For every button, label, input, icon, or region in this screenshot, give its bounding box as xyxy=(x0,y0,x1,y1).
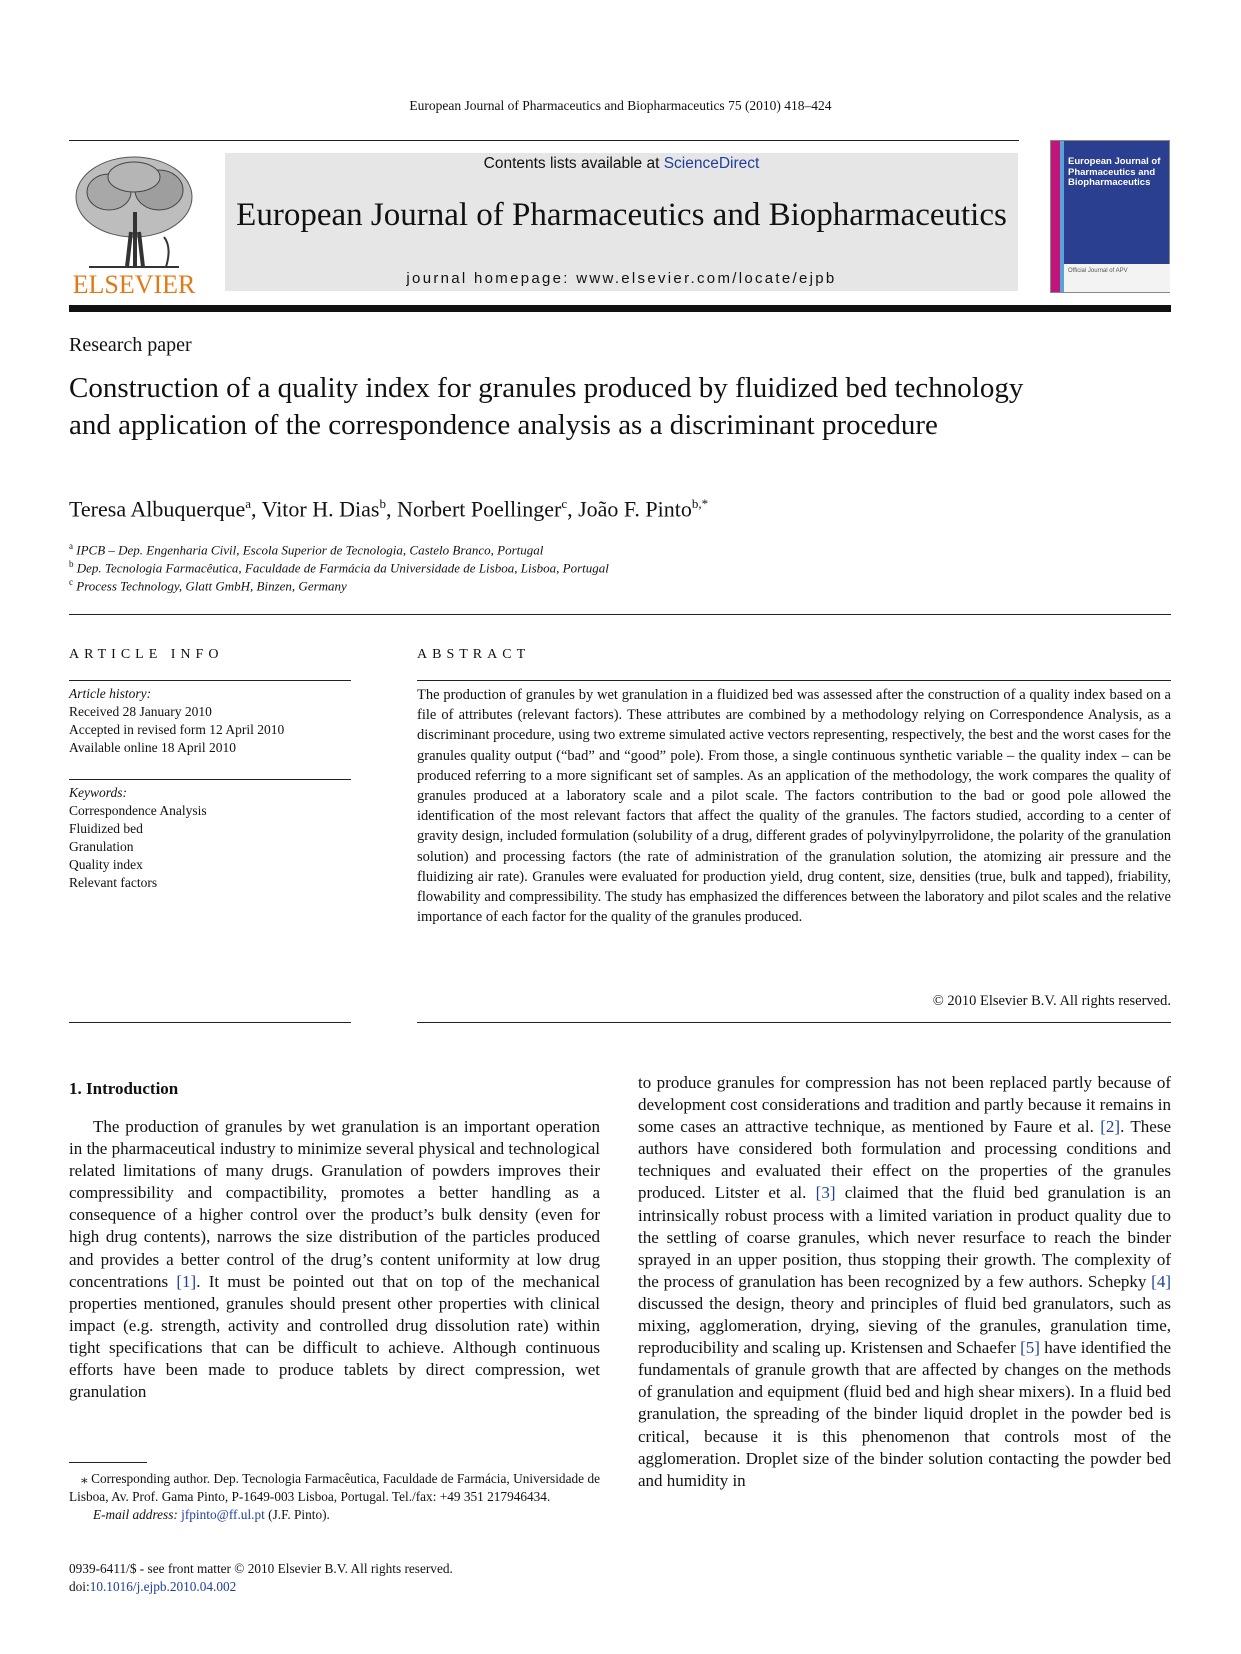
body-text: have identified the fundamentals of granule growth that are affected by changes on the methods of granulation and equipment (fluid bed and high shear mixers). In a fluid bed granulation, the spreading of the binder liquid droplet in the powder bed is critical, because it is this phenomenon that controls most of the agglomeration. Droplet size of the binder solution contacting the powder bed and humidity in xyxy=(638,1338,1171,1490)
body-text: The production of granules by wet granulation is an important operation in the pharmaceutical industry to minimize several physical and technological related limitations of many drugs. Granulation of powders improves their compressibility and compactibility, promotes a better handling as a consequence of a higher control over the product’s bulk density (even for high drug contents), narrows the size distribution of the particles produced and provides a better control of the drug’s content uniformity at low drug concentrations xyxy=(69,1117,600,1291)
author-sep: , xyxy=(385,496,397,522)
author[interactable]: Norbert Poellinger xyxy=(396,496,562,522)
cover-footer xyxy=(1064,264,1170,292)
affil-text: IPCB – Dep. Engenharia Civil, Escola Superior de Tecnologia, Castelo Branco, Portugal xyxy=(76,542,544,558)
abstract-heading: ABSTRACT xyxy=(417,647,531,662)
footnote-rule xyxy=(69,1462,147,1463)
abstract-copyright: © 2010 Elsevier B.V. All rights reserved. xyxy=(932,993,1171,1009)
corresponding-author-footnote xyxy=(69,1470,600,1524)
contents-line xyxy=(225,155,1018,173)
doi-line xyxy=(69,1578,453,1596)
citation-link[interactable]: [4] xyxy=(1151,1271,1171,1291)
affiliation xyxy=(69,541,543,558)
cover-foot-text: Official Journal of APV xyxy=(1068,268,1128,274)
keyword: Quality index xyxy=(69,857,143,872)
journal-name: European Journal of Pharmaceutics and Biopharmaceutics xyxy=(236,197,1007,233)
front-matter xyxy=(69,1560,453,1596)
author-sep: , xyxy=(251,496,262,522)
keywords-block xyxy=(69,784,351,892)
body-column-right xyxy=(638,1072,1171,1492)
doi-link[interactable]: 10.1016/j.ejpb.2010.04.002 xyxy=(89,1579,237,1594)
cover-title: European Journal of Pharmaceutics and Biopharmaceutics xyxy=(1068,156,1161,188)
article-title: Construction of a quality index for granules produced by fluidized bed technology and application of the correspondence analysis as a discriminant procedure xyxy=(69,372,1024,441)
affil-sup: b xyxy=(69,559,74,569)
author[interactable]: João F. Pinto xyxy=(578,496,692,522)
publisher-logo-text: ELSEVIER xyxy=(72,270,196,299)
keywords-label: Keywords: xyxy=(69,785,127,800)
affil-text: Dep. Tecnologia Farmacêutica, Faculdade de Farmácia da Universidade de Lisboa, Lisboa, Portugal xyxy=(76,560,609,576)
body-text: discussed the design, theory and principles of fluid bed granulators, such as mixing, agglomeration, drying, sieving of the granules, granulation time, reproducibility and scaling up. Kristensen and Schaefer xyxy=(638,1293,1171,1358)
title-block-rule xyxy=(69,614,1171,615)
received-date: Received 28 January 2010 xyxy=(69,704,212,719)
affiliation xyxy=(69,559,609,576)
body-column-left xyxy=(69,1116,600,1403)
author[interactable]: Vitor H. Dias xyxy=(261,496,380,522)
running-head: European Journal of Pharmaceutics and Biopharmaceutics 75 (2010) 418–424 xyxy=(409,98,832,113)
footnote-star: ⁎ xyxy=(81,1471,88,1486)
footnote-body: Corresponding author. Dep. Tecnologia Farmacêutica, Faculdade de Farmácia, Universidade de Lisboa, Av. Prof. Gama Pinto, P-1649-003 Lisboa, Portugal. Tel./fax: +49 351 217946434. xyxy=(69,1471,600,1504)
email-suffix: (J.F. Pinto). xyxy=(264,1507,330,1522)
body-text: . These authors have considered both formulation and processing conditions and techniques and evaluated their effect on the properties of the granules produced. Litster et al. xyxy=(638,1117,1171,1203)
article-info-bottom-rule xyxy=(69,1022,351,1023)
issn-line: 0939-6411/$ - see front matter © 2010 Elsevier B.V. All rights reserved. xyxy=(69,1561,453,1576)
citation-link[interactable]: [2] xyxy=(1100,1117,1121,1137)
body-text: claimed that the fluid bed granulation is an intrinsically robust process with a limited variation in product quality due to the settling of coarse granules, which never resurface to reach the binder sprayed in an upper position, thus stopping their growth. The complexity of the process of granulation has been recognized by a few authors. Schepky xyxy=(638,1183,1171,1291)
affil-sup: c xyxy=(69,577,73,587)
email-label: E-mail address: xyxy=(93,1507,182,1522)
footnote-text xyxy=(69,1470,600,1506)
article-history xyxy=(69,685,351,757)
article-info-rule xyxy=(69,680,351,681)
abstract-rule xyxy=(417,680,1171,681)
author-sup: a xyxy=(245,496,252,511)
email-link[interactable]: jfpinto@ff.ul.pt xyxy=(181,1507,265,1522)
contents-prefix: Contents lists available at xyxy=(483,155,664,172)
citation-link[interactable]: [3] xyxy=(815,1183,836,1203)
author-sup: c xyxy=(561,496,568,511)
section-heading-introduction: 1. Introduction xyxy=(69,1079,179,1098)
citation-link[interactable]: [1] xyxy=(176,1271,197,1291)
email-line xyxy=(69,1506,600,1524)
author-sep: , xyxy=(567,496,579,522)
keyword: Fluidized bed xyxy=(69,821,143,836)
keyword: Correspondence Analysis xyxy=(69,803,207,818)
doi-prefix: doi: xyxy=(69,1579,90,1594)
author-sup: b xyxy=(379,496,386,511)
author-sup: b,* xyxy=(691,496,709,511)
journal-homepage[interactable]: journal homepage: www.elsevier.com/locate/ejpb xyxy=(406,270,837,287)
sciencedirect-link[interactable]: ScienceDirect xyxy=(663,155,760,172)
keywords-rule xyxy=(69,779,351,780)
article-info-heading: ARTICLE INFO xyxy=(69,647,224,662)
keyword: Relevant factors xyxy=(69,875,158,890)
body-text: to produce granules for compression has not been replaced partly because of development cost considerations and tradition and partly because it remains in some cases an attractive technique, as mentioned by Faure et al. xyxy=(638,1073,1171,1137)
affil-sup: a xyxy=(69,541,73,551)
online-date: Available online 18 April 2010 xyxy=(69,740,236,755)
author[interactable]: Teresa Albuquerque xyxy=(69,496,246,522)
header-rule xyxy=(69,140,1019,141)
header-thick-rule xyxy=(69,305,1171,312)
abstract-bottom-rule xyxy=(417,1022,1171,1023)
body-text: . It must be pointed out that on top of the mechanical properties mentioned, granules should present other properties with clinical impact (e.g. strength, activity and controlled drug dissolution rate) within tight specifications that can be difficult to achieve. Although continuous efforts have been made to produce tablets by direct compression, wet granulation xyxy=(69,1271,600,1402)
revised-date: Accepted in revised form 12 April 2010 xyxy=(69,722,285,737)
cover-stripe xyxy=(1051,141,1060,292)
article-type: Research paper xyxy=(69,334,192,356)
history-label: Article history: xyxy=(69,686,152,701)
affiliation xyxy=(69,577,347,594)
citation-link[interactable]: [5] xyxy=(1020,1338,1040,1358)
affil-text: Process Technology, Glatt GmbH, Binzen, Germany xyxy=(76,578,347,594)
abstract-text: The production of granules by wet granulation in a fluidized bed was assessed after the construction of a quality index based on a file of attributes (relevant factors). These attributes are combined by a methodology relying on Correspondence Analysis, as a discriminant procedure, using two extreme simulated active vectors representing, respectively, the best and the worst cases for the granules quality output (“bad” and “good” pole). From those, a single continuous synthetic variable – the quality index – can be produced referring to a more significant set of samples. As an application of the methodology, the work compares the quality of granules produced at a laboratory scale and a pilot scale. The factors contribution to the bad or good pole allowed the identification of the most relevant factors that affect the quality of the granules. The factors studied, according to a center of gravity design, included formulation (solubility of a drug, different grades of polyvinylpyrrolidone, the polarity of the granulation solution) and processing factors (the rate of administration of the granulation solution, the atomizing air pressure and the fluidizing air rate). Granules were evaluated for production yield, drug content, size, densities (true, bulk and tapped), friability, flowability and compressibility. The study has emphasized the differences between the laboratory and pilot scales and the relative importance of each factor for the quality of the granules produced. xyxy=(417,687,1171,926)
journal-cover-thumbnail xyxy=(1050,140,1170,293)
author-list xyxy=(69,496,708,522)
keyword: Granulation xyxy=(69,839,134,854)
